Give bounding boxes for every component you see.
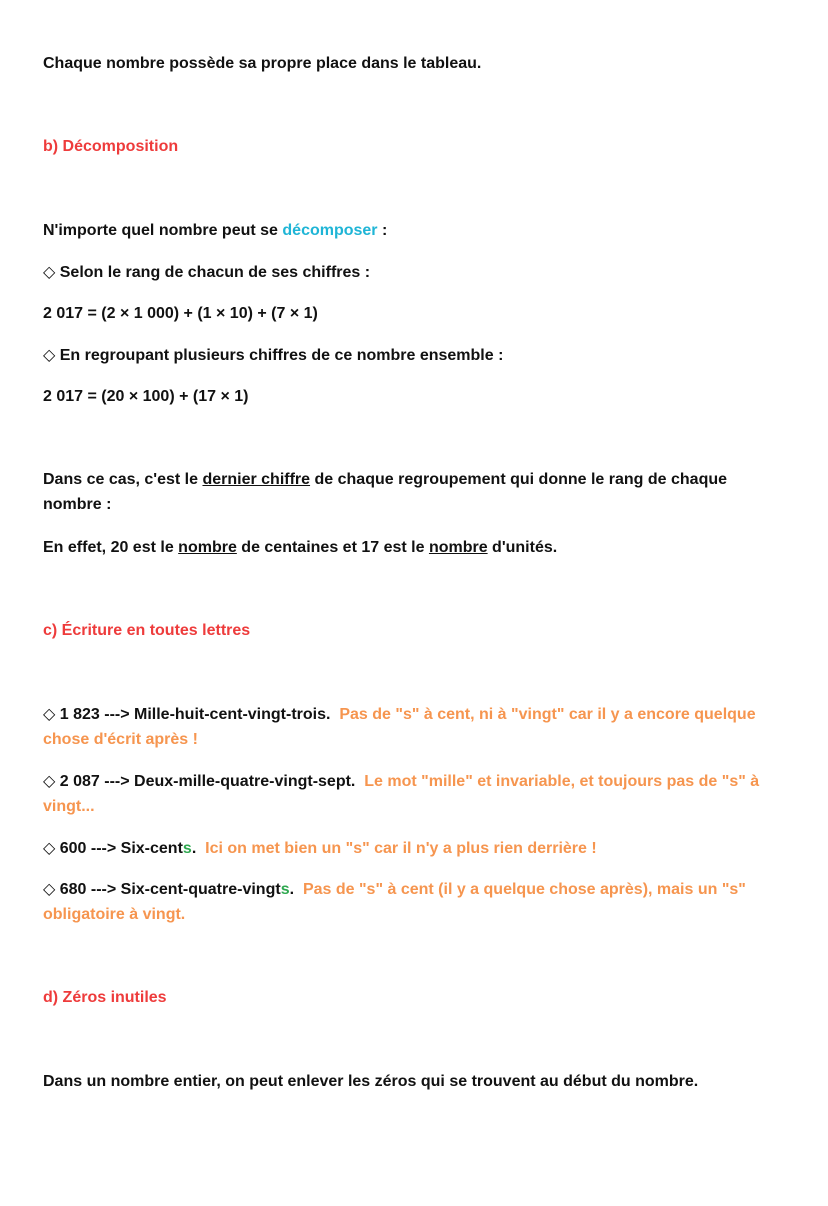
- example-grouping: 2 017 = (20 × 100) + (17 × 1): [43, 388, 249, 405]
- rule-grouping-text: En regroupant plusieurs chiffres de ce nombre ensemble :: [59, 347, 504, 364]
- grouping-note: [43, 467, 753, 517]
- writing-comment: Le mot "mille" et invariable, et toujours pas de "s" à vingt...: [43, 773, 760, 815]
- writing-example: 680 ---> Six-cent-quatre-vingt: [59, 881, 281, 898]
- diamond-bullet-icon: ◇: [43, 264, 60, 281]
- rule-rank-text: Selon le rang de chacun de ses chiffres :: [59, 264, 371, 281]
- writing-example: 1 823 ---> Mille-huit-cent-vingt-trois.: [59, 706, 331, 723]
- writing-example: 2 087 ---> Deux-mille-quatre-vingt-sept.: [59, 773, 356, 790]
- rule-rank: [43, 260, 788, 285]
- note-part: de chaque regroupement qui donne le rang de chaque nombre :: [43, 471, 728, 513]
- intro-text: Chaque nombre possède sa propre place dans le tableau.: [43, 55, 482, 72]
- writing-period: .: [289, 881, 295, 898]
- writing-comment: Pas de "s" à cent (il y a quelque chose après), mais un "s" obligatoire à vingt.: [43, 881, 746, 923]
- explanation-part: de centaines et 17 est le: [236, 539, 429, 556]
- diamond-bullet-icon: ◇: [43, 840, 60, 857]
- diamond-bullet-icon: ◇: [43, 347, 60, 364]
- writing-comment: Ici on met bien un "s" car il n'y a plus rien derrière !: [205, 840, 597, 857]
- diamond-bullet-icon: ◇: [43, 773, 60, 790]
- writing-period: .: [191, 840, 197, 857]
- grouping-explanation: [43, 535, 788, 560]
- leading-zeros-text: Dans un nombre entier, on peut enlever les zéros qui se trouvent au début du nombre.: [43, 1073, 699, 1090]
- plural-s-marker: s: [182, 840, 192, 857]
- example-rank: 2 017 = (2 × 1 000) + (1 × 10) + (7 × 1): [43, 305, 318, 322]
- underlined-nombre: nombre: [178, 539, 237, 556]
- section-d-heading: d) Zéros inutiles: [43, 989, 167, 1006]
- explanation-part: En effet, 20 est le: [43, 539, 179, 556]
- diamond-bullet-icon: ◇: [43, 881, 60, 898]
- writing-item-2087: [43, 769, 788, 819]
- intro-part: N'importe quel nombre peut se: [43, 222, 283, 239]
- section-b-heading: b) Décomposition: [43, 138, 179, 155]
- writing-item-1823: [43, 702, 788, 752]
- writing-example: 600 ---> Six-cent: [59, 840, 183, 857]
- intro-colon: :: [377, 222, 388, 239]
- plural-s-marker: s: [280, 881, 290, 898]
- decomposition-intro: [43, 218, 788, 243]
- rule-grouping: [43, 343, 788, 368]
- writing-item-680: [43, 877, 788, 927]
- keyword-decomposer: décomposer: [282, 222, 378, 239]
- note-part: Dans ce cas, c'est le: [43, 471, 203, 488]
- underlined-nombre: nombre: [428, 539, 488, 556]
- writing-comment: Pas de "s" à cent, ni à "vingt" car il y a encore quelque chose d'écrit après !: [43, 706, 756, 748]
- explanation-part: d'unités.: [487, 539, 558, 556]
- writing-item-600: [43, 836, 788, 861]
- section-c-heading: c) Écriture en toutes lettres: [43, 622, 251, 639]
- diamond-bullet-icon: ◇: [43, 706, 60, 723]
- underlined-last-digit: dernier chiffre: [202, 471, 311, 488]
